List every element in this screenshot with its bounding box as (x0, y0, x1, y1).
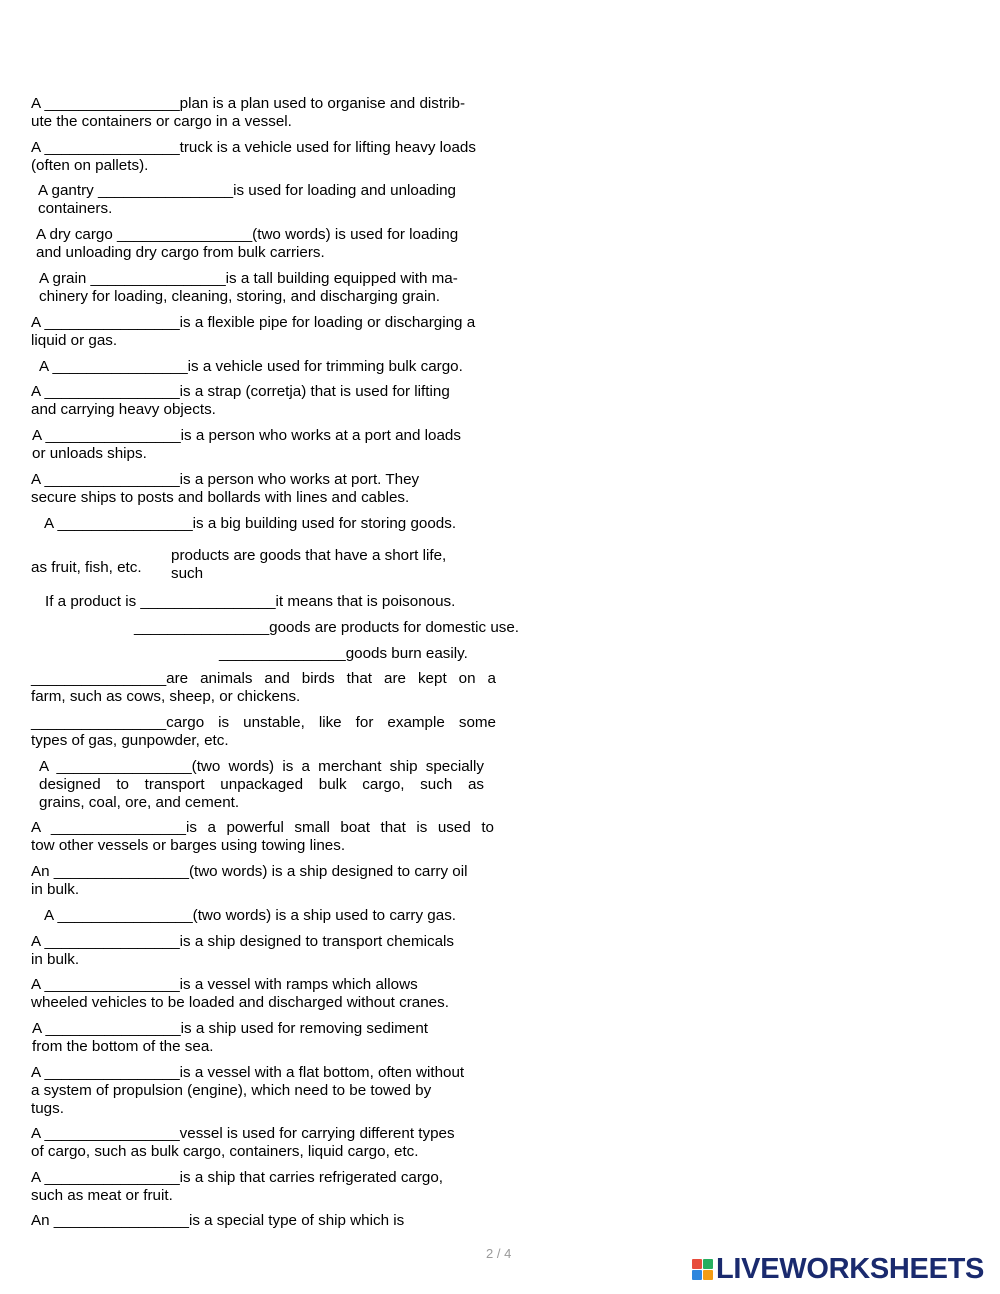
question-19-line-1: A ________________is a powerful small boat that is used to (31, 819, 494, 836)
question-15 (219, 645, 694, 663)
question-18-line-3: grains, coal, ore, and cement. (39, 794, 240, 811)
question-22 (31, 933, 506, 969)
question-3-line-1: A gantry ________________is used for loading and unloading (38, 182, 457, 199)
question-26 (31, 1125, 506, 1161)
question-9-line-1: A ________________is a person who works at a port and loads (32, 427, 461, 444)
question-20-line-1: An ________________(two words) is a ship designed to carry oil (31, 863, 468, 880)
question-25-line-3: tugs. (31, 1100, 64, 1117)
question-6-line-1: A ________________is a flexible pipe for loading or discharging a (31, 314, 476, 331)
question-18-line-1: A ________________(two words) is a merchant ship specially (39, 758, 484, 775)
question-9-line-2: or unloads ships. (32, 445, 147, 462)
question-7 (39, 358, 514, 376)
question-11-line-1: A ________________is a big building used for storing goods. (44, 515, 457, 532)
question-21-line-1: A ________________(two words) is a ship used to carry gas. (44, 907, 457, 924)
question-3-line-2: containers. (38, 200, 113, 217)
question-16-line-2: farm, such as cows, sheep, or chickens. (31, 688, 301, 705)
question-4-line-2: and unloading dry cargo from bulk carriers. (36, 244, 325, 261)
question-8-line-2: and carrying heavy objects. (31, 401, 216, 418)
question-27-line-2: such as meat or fruit. (31, 1187, 173, 1204)
question-12-right (171, 547, 446, 583)
question-1 (31, 95, 506, 131)
liveworksheets-logo[interactable] (692, 1254, 984, 1284)
question-20 (31, 863, 506, 899)
question-4-line-1: A dry cargo ________________(two words) is used for loading (36, 226, 459, 243)
question-17-line-2: types of gas, gunpowder, etc. (31, 732, 229, 749)
question-24-line-1: A ________________is a ship used for removing sediment (32, 1020, 428, 1037)
page-indicator: 2 / 4 (486, 1246, 512, 1261)
question-1-line-1: A ________________plan is a plan used to organise and distrib- (31, 95, 466, 112)
question-11 (44, 515, 519, 533)
question-22-line-2: in bulk. (31, 951, 80, 968)
question-25 (31, 1064, 506, 1118)
question-13 (45, 593, 520, 611)
question-26-line-1: A ________________vessel is used for carrying different types (31, 1125, 455, 1142)
question-20-line-2: in bulk. (31, 881, 80, 898)
question-2 (31, 139, 506, 175)
question-18-line-2: designed to transport unpackaged bulk cargo, such as (39, 776, 484, 793)
question-5 (39, 270, 514, 306)
question-24 (32, 1020, 507, 1056)
question-17-line-1: ________________cargo is unstable, like for example some (31, 714, 496, 731)
question-27-line-1: A ________________is a ship that carries refrigerated cargo, (31, 1169, 444, 1186)
question-3 (38, 182, 513, 218)
question-4 (36, 226, 511, 262)
question-21 (44, 907, 519, 925)
question-8-line-1: A ________________is a strap (corretja) that is used for lifting (31, 383, 450, 400)
question-23-line-2: wheeled vehicles to be loaded and discharged without cranes. (31, 994, 449, 1011)
question-28-line-1: An ________________is a special type of ship which is (31, 1212, 405, 1229)
question-17 (31, 714, 496, 750)
question-12-left (31, 559, 142, 577)
question-15-line-1: _______________goods burn easily. (219, 645, 468, 662)
question-19-line-2: tow other vessels or barges using towing lines. (31, 837, 346, 854)
question-12-right-line-1: products are goods that have a short life, (171, 547, 447, 564)
question-18 (39, 758, 484, 812)
question-2-line-1: A ________________truck is a vehicle used for lifting heavy loads (31, 139, 476, 156)
logo-blocks-icon (692, 1259, 713, 1280)
question-5-line-2: chinery for loading, cleaning, storing, and discharging grain. (39, 288, 441, 305)
question-5-line-1: A grain ________________is a tall building equipped with ma- (39, 270, 458, 287)
logo-wordmark: LIVEWORKSHEETS (716, 1252, 985, 1285)
question-25-line-1: A ________________is a vessel with a flat bottom, often without (31, 1064, 465, 1081)
question-26-line-2: of cargo, such as bulk cargo, containers, liquid cargo, etc. (31, 1143, 419, 1160)
question-12-right-line-2: such (171, 565, 204, 582)
question-27 (31, 1169, 506, 1205)
question-10-line-2: secure ships to posts and bollards with lines and cables. (31, 489, 410, 506)
question-6 (31, 314, 506, 350)
question-22-line-1: A ________________is a ship designed to transport chemicals (31, 933, 455, 950)
question-28 (31, 1212, 506, 1230)
question-10-line-1: A ________________is a person who works at port. They (31, 471, 420, 488)
question-10 (31, 471, 506, 507)
question-23 (31, 976, 506, 1012)
question-14-line-1: ________________goods are products for domestic use. (134, 619, 520, 636)
question-1-line-2: ute the containers or cargo in a vessel. (31, 113, 292, 130)
question-9 (32, 427, 507, 463)
question-16 (31, 670, 496, 706)
question-24-line-2: from the bottom of the sea. (32, 1038, 214, 1055)
question-7-line-1: A ________________is a vehicle used for trimming bulk cargo. (39, 358, 463, 375)
question-19 (31, 819, 494, 855)
question-12-left-text: as fruit, fish, etc. (31, 559, 142, 576)
question-16-line-1: ________________are animals and birds that are kept on a (31, 670, 496, 687)
question-14 (134, 619, 609, 637)
question-2-line-2: (often on pallets). (31, 157, 149, 174)
question-25-line-2: a system of propulsion (engine), which need to be towed by (31, 1082, 432, 1099)
question-8 (31, 383, 506, 419)
question-6-line-2: liquid or gas. (31, 332, 118, 349)
question-13-line-1: If a product is ________________it means that is poisonous. (45, 593, 456, 610)
question-23-line-1: A ________________is a vessel with ramps which allows (31, 976, 418, 993)
